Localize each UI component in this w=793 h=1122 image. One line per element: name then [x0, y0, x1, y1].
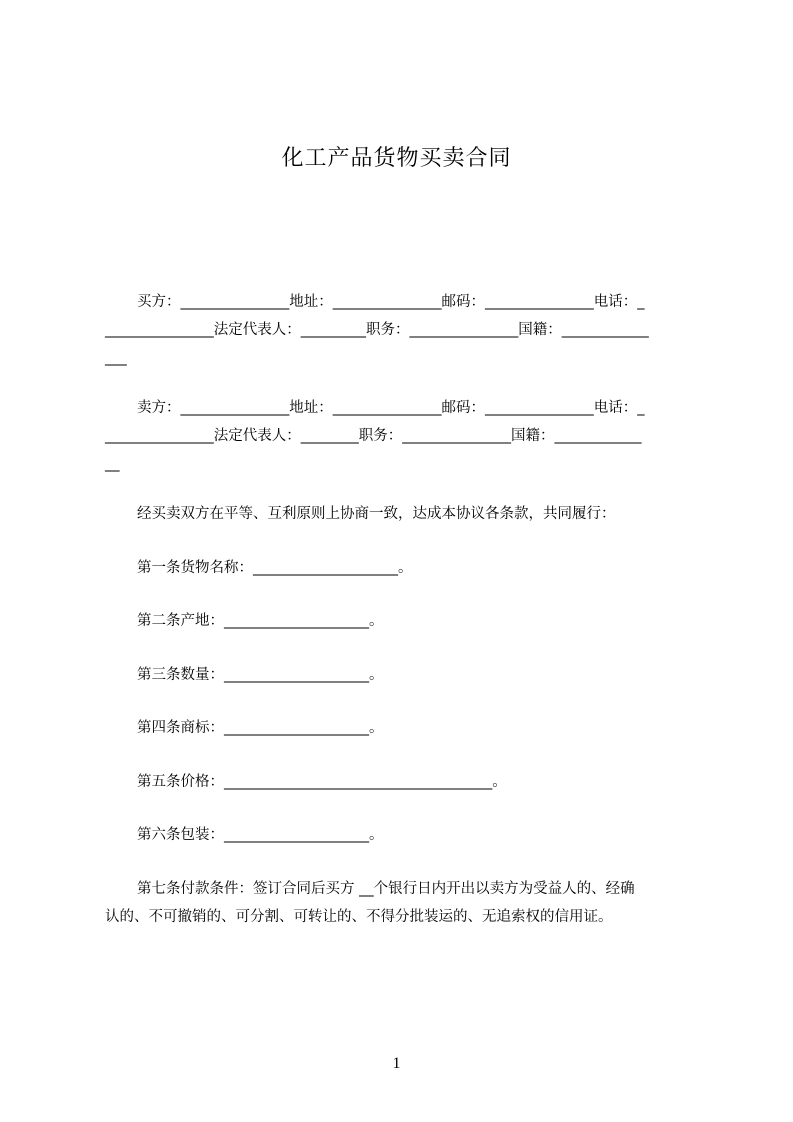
page-number: 1 — [392, 1055, 401, 1072]
article-2: 第二条产地：____________________。 — [137, 613, 384, 629]
article-5: 第五条价格：_____________________________________。 — [137, 774, 507, 790]
preamble: 经买卖双方在平等、互利原则上协商一致，达成本协议各条款，共同履行： — [137, 506, 616, 522]
seller-line-2: _______________法定代表人：________职务：_______________国籍：____________ — [105, 428, 642, 444]
article-4: 第四条商标：____________________。 — [137, 720, 384, 736]
article-6: 第六条包装：____________________。 — [137, 827, 384, 843]
contract-title: 化工产品货物买卖合同 — [281, 146, 512, 171]
article-1: 第一条货物名称：____________________。 — [137, 560, 413, 576]
seller-line-1: 卖方：_______________地址：_______________邮码：_______________电话：_ — [137, 400, 645, 416]
seller-line-3: __ — [105, 456, 120, 472]
article-3: 第三条数量：____________________。 — [137, 667, 384, 683]
buyer-line-2: _______________法定代表人：_________职务：_______________国籍：____________ — [105, 322, 649, 338]
article-7-line-1: 第七条付款条件：签订合同后买方 __个银行日内开出以卖方为受益人的、经确 — [137, 881, 635, 897]
buyer-line-3: ___ — [105, 350, 127, 366]
buyer-line-1: 买方：_______________地址：_______________邮码：_______________电话：_ — [137, 294, 645, 310]
article-7-line-2: 认的、不可撤销的、可分割、可转让的、不得分批装运的、无追索权的信用证。 — [105, 909, 613, 925]
